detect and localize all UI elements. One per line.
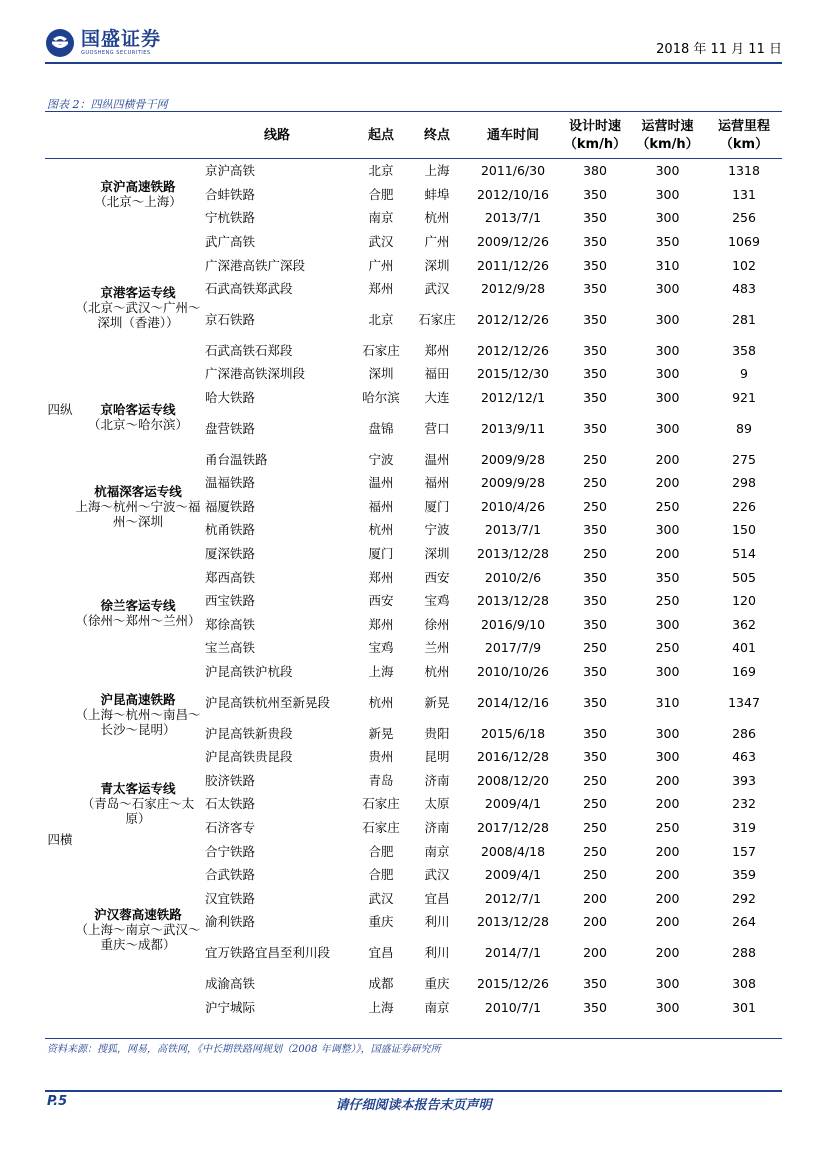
cell-end: 福田 bbox=[424, 366, 450, 382]
cell-operating-speed: 200 bbox=[655, 945, 680, 961]
cell-start: 石家庄 bbox=[362, 796, 400, 812]
cell-operating-speed: 200 bbox=[655, 890, 680, 906]
cell-open-date: 2014/12/16 bbox=[476, 694, 550, 710]
cell-operating-speed: 200 bbox=[655, 796, 680, 812]
group-route: （青岛～石家庄～太原） bbox=[81, 796, 195, 827]
cell-line: 石太铁路 bbox=[205, 796, 256, 812]
cell-end: 蚌埠 bbox=[424, 186, 450, 202]
source-divider bbox=[45, 1038, 782, 1039]
cell-line: 石武高铁石郑段 bbox=[205, 342, 293, 358]
cell-end: 厦门 bbox=[424, 498, 450, 514]
cell-operating-speed: 200 bbox=[655, 772, 680, 788]
cell-mileage: 131 bbox=[732, 186, 756, 202]
brand-name: 国盛证券 bbox=[81, 28, 162, 50]
cell-operating-speed: 300 bbox=[655, 281, 680, 297]
cell-start: 合肥 bbox=[368, 867, 394, 883]
table-row bbox=[45, 768, 782, 792]
cell-open-date: 2010/10/26 bbox=[476, 663, 550, 679]
cell-open-date: 2012/7/1 bbox=[484, 890, 542, 906]
page-header bbox=[45, 24, 782, 62]
cell-end: 济南 bbox=[424, 772, 450, 788]
cell-operating-speed: 300 bbox=[655, 975, 680, 991]
group-route: （徐州～郑州～兰州） bbox=[75, 612, 201, 628]
cell-end: 广州 bbox=[424, 234, 450, 250]
cell-end: 上海 bbox=[424, 163, 450, 179]
cell-end: 宝鸡 bbox=[424, 593, 450, 609]
cell-mileage: 1318 bbox=[728, 163, 760, 179]
col-end: 终点 bbox=[409, 113, 465, 159]
cell-operating-speed: 200 bbox=[655, 867, 680, 883]
cell-open-date: 2017/7/9 bbox=[484, 640, 542, 656]
cell-start: 贵州 bbox=[368, 749, 394, 765]
category-vertical: 四纵 bbox=[47, 401, 73, 417]
cell-end: 福州 bbox=[424, 475, 450, 491]
group-route: （上海～南京～武汉～重庆～成都） bbox=[75, 921, 201, 952]
group-hukun bbox=[75, 660, 201, 769]
cell-mileage: 150 bbox=[732, 522, 756, 538]
group-name: 京哈客运专线 bbox=[100, 401, 176, 417]
table-row bbox=[45, 447, 782, 471]
cell-mileage: 505 bbox=[732, 569, 756, 585]
cell-start: 上海 bbox=[368, 663, 394, 679]
cell-open-date: 2013/9/11 bbox=[480, 420, 546, 436]
cell-line: 甬台温铁路 bbox=[205, 451, 268, 467]
cell-line: 京石铁路 bbox=[205, 312, 256, 328]
cell-line: 石济客专 bbox=[205, 819, 256, 835]
cell-design-speed: 350 bbox=[583, 725, 607, 741]
cell-design-speed: 200 bbox=[583, 914, 607, 930]
cell-line: 合蚌铁路 bbox=[205, 186, 256, 202]
cell-design-speed: 200 bbox=[583, 945, 607, 961]
cell-end: 武汉 bbox=[424, 281, 450, 297]
cell-operating-speed: 300 bbox=[655, 312, 680, 328]
cell-mileage: 89 bbox=[736, 420, 752, 436]
cell-start: 盘锦 bbox=[368, 420, 394, 436]
cell-operating-speed: 300 bbox=[655, 999, 680, 1015]
cell-mileage: 393 bbox=[732, 772, 756, 788]
cell-mileage: 514 bbox=[732, 546, 756, 562]
cell-start: 广州 bbox=[368, 257, 394, 273]
footer-disclaimer: 请仔细阅读本报告末页声明 bbox=[335, 1098, 492, 1113]
figure-caption: 图表 2：四纵四横骨干网 bbox=[47, 98, 168, 111]
cell-line: 沪昆高铁贵昆段 bbox=[205, 749, 293, 765]
cell-start: 郑州 bbox=[368, 281, 394, 297]
cell-line: 西宝铁路 bbox=[205, 593, 256, 609]
cell-start: 北京 bbox=[368, 163, 394, 179]
col-start: 起点 bbox=[353, 113, 409, 159]
cell-mileage: 226 bbox=[732, 498, 756, 514]
col-mileage: 运营里程（km） bbox=[706, 113, 782, 159]
cell-design-speed: 350 bbox=[583, 975, 607, 991]
group-hangfushen bbox=[75, 447, 201, 565]
group-name: 青太客运专线 bbox=[100, 781, 176, 797]
cell-start: 郑州 bbox=[368, 569, 394, 585]
cell-line: 石武高铁郑武段 bbox=[205, 281, 293, 297]
cell-open-date: 2010/7/1 bbox=[484, 999, 542, 1015]
cell-open-date: 2009/9/28 bbox=[480, 475, 546, 491]
table-header-row bbox=[45, 113, 782, 159]
cell-open-date: 2014/7/1 bbox=[484, 945, 542, 961]
cell-operating-speed: 250 bbox=[655, 593, 680, 609]
cell-mileage: 921 bbox=[732, 390, 756, 406]
cell-design-speed: 350 bbox=[583, 281, 607, 297]
cell-start: 宜昌 bbox=[368, 945, 394, 961]
brand-logo bbox=[45, 24, 161, 62]
cell-design-speed: 350 bbox=[583, 694, 607, 710]
cell-open-date: 2009/12/26 bbox=[476, 234, 550, 250]
cell-open-date: 2013/7/1 bbox=[484, 522, 542, 538]
cell-start: 南京 bbox=[368, 210, 394, 226]
cell-end: 杭州 bbox=[424, 210, 450, 226]
group-name: 沪汉蓉高速铁路 bbox=[94, 906, 182, 922]
cell-operating-speed: 300 bbox=[655, 342, 680, 358]
cell-operating-speed: 300 bbox=[655, 522, 680, 538]
cell-start: 成都 bbox=[368, 975, 394, 991]
cell-open-date: 2011/6/30 bbox=[480, 163, 546, 179]
cell-line: 郑西高铁 bbox=[205, 569, 256, 585]
cell-line: 广深港高铁深圳段 bbox=[205, 366, 306, 382]
col-operating-speed: 运营时速（km/h） bbox=[629, 113, 706, 159]
cell-end: 深圳 bbox=[424, 257, 450, 273]
cell-operating-speed: 250 bbox=[655, 640, 680, 656]
cell-open-date: 2015/12/30 bbox=[476, 366, 550, 382]
cell-mileage: 298 bbox=[732, 475, 756, 491]
category-horizontal: 四横 bbox=[47, 831, 73, 847]
cell-end: 营口 bbox=[424, 420, 450, 436]
cell-mileage: 308 bbox=[732, 975, 756, 991]
cell-open-date: 2013/12/28 bbox=[476, 546, 550, 562]
cell-operating-speed: 200 bbox=[655, 451, 680, 467]
cell-line: 宁杭铁路 bbox=[205, 210, 256, 226]
cell-mileage: 264 bbox=[732, 914, 756, 930]
source-note: 资料来源：搜狐，网易，高铁网，《中长期铁路网规划（2008 年调整）》，国盛证券研究所 bbox=[47, 1044, 441, 1055]
cell-open-date: 2012/12/26 bbox=[476, 342, 550, 358]
cell-open-date: 2016/12/28 bbox=[476, 749, 550, 765]
cell-design-speed: 350 bbox=[583, 390, 607, 406]
cell-mileage: 319 bbox=[732, 819, 756, 835]
cell-operating-speed: 310 bbox=[655, 257, 680, 273]
cell-design-speed: 350 bbox=[583, 663, 607, 679]
cell-open-date: 2009/4/1 bbox=[484, 796, 542, 812]
cell-design-speed: 350 bbox=[583, 257, 607, 273]
cell-operating-speed: 200 bbox=[655, 843, 680, 859]
cell-line: 盘营铁路 bbox=[205, 420, 256, 436]
report-date: 2018 年 11 月 11 日 bbox=[656, 42, 782, 57]
cell-line: 沪宁城际 bbox=[205, 999, 256, 1015]
cell-open-date: 2016/9/10 bbox=[480, 616, 546, 632]
cell-design-speed: 200 bbox=[583, 890, 607, 906]
cell-open-date: 2009/4/1 bbox=[484, 867, 542, 883]
cell-end: 昆明 bbox=[424, 749, 450, 765]
cell-start: 杭州 bbox=[368, 694, 394, 710]
cell-mileage: 483 bbox=[732, 281, 756, 297]
cell-open-date: 2008/12/20 bbox=[476, 772, 550, 788]
cell-design-speed: 250 bbox=[583, 640, 607, 656]
cell-design-speed: 250 bbox=[583, 867, 607, 883]
cell-mileage: 359 bbox=[732, 867, 756, 883]
cell-start: 宁波 bbox=[368, 451, 394, 467]
cell-design-speed: 250 bbox=[583, 475, 607, 491]
cell-mileage: 1347 bbox=[728, 694, 760, 710]
cell-line: 胶济铁路 bbox=[205, 772, 256, 788]
cell-open-date: 2012/10/16 bbox=[476, 186, 550, 202]
table-row bbox=[45, 159, 782, 183]
col-open-date: 通车时间 bbox=[465, 113, 561, 159]
cell-line: 沪昆高铁杭州至新晃段 bbox=[205, 694, 331, 710]
cell-end: 利川 bbox=[424, 914, 450, 930]
cell-design-speed: 350 bbox=[583, 749, 607, 765]
cell-end: 杭州 bbox=[424, 663, 450, 679]
cell-operating-speed: 300 bbox=[655, 725, 680, 741]
cell-line: 武广高铁 bbox=[205, 234, 256, 250]
cell-line: 合宁铁路 bbox=[205, 843, 256, 859]
cell-line: 杭甬铁路 bbox=[205, 522, 256, 538]
cell-operating-speed: 300 bbox=[655, 186, 680, 202]
cell-mileage: 102 bbox=[732, 257, 756, 273]
cell-design-speed: 250 bbox=[583, 819, 607, 835]
cell-start: 青岛 bbox=[368, 772, 394, 788]
cell-design-speed: 250 bbox=[583, 843, 607, 859]
cell-open-date: 2008/4/18 bbox=[480, 843, 546, 859]
cell-operating-speed: 310 bbox=[655, 694, 680, 710]
cell-design-speed: 350 bbox=[583, 312, 607, 328]
cell-design-speed: 350 bbox=[583, 234, 607, 250]
table-row bbox=[45, 565, 782, 589]
cell-operating-speed: 350 bbox=[655, 234, 680, 250]
cell-open-date: 2013/12/28 bbox=[476, 914, 550, 930]
cell-design-speed: 350 bbox=[583, 569, 607, 585]
group-route: （北京～上海） bbox=[94, 194, 182, 210]
cell-design-speed: 350 bbox=[583, 210, 607, 226]
cell-open-date: 2017/12/28 bbox=[476, 819, 550, 835]
cell-line: 广深港高铁广深段 bbox=[205, 257, 306, 273]
cell-mileage: 120 bbox=[732, 593, 756, 609]
cell-start: 上海 bbox=[368, 999, 394, 1015]
cell-start: 哈尔滨 bbox=[362, 390, 400, 406]
group-hurong bbox=[75, 839, 201, 1019]
cell-mileage: 301 bbox=[732, 999, 756, 1015]
cell-mileage: 358 bbox=[732, 342, 756, 358]
cell-end: 太原 bbox=[424, 796, 450, 812]
cell-start: 合肥 bbox=[368, 843, 394, 859]
cell-mileage: 401 bbox=[732, 640, 756, 656]
cell-operating-speed: 300 bbox=[655, 210, 680, 226]
table-body bbox=[45, 159, 782, 1019]
cell-line: 厦深铁路 bbox=[205, 546, 256, 562]
group-route: （北京～武汉～广州～深圳（香港）） bbox=[75, 300, 201, 331]
cell-mileage: 169 bbox=[732, 663, 756, 679]
cell-design-speed: 350 bbox=[583, 616, 607, 632]
cell-mileage: 286 bbox=[732, 725, 756, 741]
cell-open-date: 2015/6/18 bbox=[480, 725, 546, 741]
cell-line: 郑徐高铁 bbox=[205, 616, 256, 632]
cell-start: 合肥 bbox=[368, 186, 394, 202]
cell-end: 宁波 bbox=[424, 522, 450, 538]
cell-open-date: 2015/12/26 bbox=[476, 975, 550, 991]
cell-design-speed: 250 bbox=[583, 546, 607, 562]
cell-operating-speed: 300 bbox=[655, 663, 680, 679]
cell-open-date: 2010/4/26 bbox=[480, 498, 546, 514]
cell-end: 郑州 bbox=[424, 342, 450, 358]
cell-operating-speed: 300 bbox=[655, 749, 680, 765]
cell-start: 福州 bbox=[368, 498, 394, 514]
cell-line: 哈大铁路 bbox=[205, 390, 256, 406]
cell-start: 石家庄 bbox=[362, 819, 400, 835]
cell-design-speed: 350 bbox=[583, 522, 607, 538]
header-divider bbox=[45, 62, 782, 64]
cell-operating-speed: 200 bbox=[655, 914, 680, 930]
group-route: （上海～杭州～南昌～长沙～昆明） bbox=[75, 706, 201, 737]
group-jinghu bbox=[75, 159, 201, 230]
group-route: （北京～哈尔滨） bbox=[87, 416, 188, 432]
table-row bbox=[45, 386, 782, 410]
brand-name-en: GUOSHENG SECURITIES bbox=[81, 50, 151, 56]
cell-line: 宜万铁路宜昌至利川段 bbox=[205, 945, 331, 961]
cell-end: 南京 bbox=[424, 999, 450, 1015]
table-row bbox=[45, 839, 782, 863]
cell-operating-speed: 250 bbox=[655, 498, 680, 514]
cell-start: 郑州 bbox=[368, 616, 394, 632]
cell-mileage: 281 bbox=[732, 312, 756, 328]
cell-end: 南京 bbox=[424, 843, 450, 859]
cell-mileage: 463 bbox=[732, 749, 756, 765]
cell-mileage: 362 bbox=[732, 616, 756, 632]
cell-mileage: 1069 bbox=[728, 234, 760, 250]
group-jinggang bbox=[75, 230, 201, 386]
cell-end: 重庆 bbox=[424, 975, 450, 991]
cell-line: 合武铁路 bbox=[205, 867, 256, 883]
cell-design-speed: 350 bbox=[583, 366, 607, 382]
group-name: 徐兰客运专线 bbox=[100, 597, 176, 613]
cell-start: 西安 bbox=[368, 593, 394, 609]
cell-start: 武汉 bbox=[368, 234, 394, 250]
cell-end: 西安 bbox=[424, 569, 450, 585]
cell-mileage: 9 bbox=[740, 366, 748, 382]
cell-design-speed: 350 bbox=[583, 420, 607, 436]
cell-operating-speed: 250 bbox=[655, 819, 680, 835]
cell-end: 新晃 bbox=[424, 694, 450, 710]
group-name: 杭福深客运专线 bbox=[94, 483, 182, 499]
cell-mileage: 288 bbox=[732, 945, 756, 961]
cell-operating-speed: 200 bbox=[655, 546, 680, 562]
cell-open-date: 2012/9/28 bbox=[480, 281, 546, 297]
group-name: 沪昆高速铁路 bbox=[100, 691, 176, 707]
col-design-speed: 设计时速（km/h） bbox=[561, 113, 629, 159]
cell-start: 杭州 bbox=[368, 522, 394, 538]
cell-start: 宝鸡 bbox=[368, 640, 394, 656]
group-qingtai bbox=[75, 768, 201, 839]
footer-divider bbox=[45, 1090, 782, 1092]
cell-start: 北京 bbox=[368, 312, 394, 328]
cell-open-date: 2012/12/1 bbox=[480, 390, 546, 406]
cell-line: 汉宜铁路 bbox=[205, 890, 256, 906]
group-name: 京沪高速铁路 bbox=[100, 179, 176, 195]
group-route: 上海～杭州～宁波～福州～深圳 bbox=[75, 498, 201, 529]
cell-end: 徐州 bbox=[424, 616, 450, 632]
cell-operating-speed: 300 bbox=[655, 616, 680, 632]
cell-end: 武汉 bbox=[424, 867, 450, 883]
cell-mileage: 275 bbox=[732, 451, 756, 467]
cell-design-speed: 350 bbox=[583, 593, 607, 609]
cell-open-date: 2011/12/26 bbox=[476, 257, 550, 273]
cell-line: 温福铁路 bbox=[205, 475, 256, 491]
group-jingha bbox=[75, 386, 201, 448]
cell-end: 贵阳 bbox=[424, 725, 450, 741]
cell-line: 沪昆高铁新贵段 bbox=[205, 725, 293, 741]
cell-operating-speed: 300 bbox=[655, 163, 680, 179]
cell-open-date: 2012/12/26 bbox=[476, 312, 550, 328]
cell-end: 深圳 bbox=[424, 546, 450, 562]
cell-start: 厦门 bbox=[368, 546, 394, 562]
cell-line: 京沪高铁 bbox=[205, 163, 256, 179]
cell-start: 石家庄 bbox=[362, 342, 400, 358]
col-line: 线路 bbox=[201, 113, 353, 159]
cell-design-speed: 250 bbox=[583, 772, 607, 788]
group-xulan bbox=[75, 565, 201, 659]
cell-operating-speed: 200 bbox=[655, 475, 680, 491]
cell-end: 济南 bbox=[424, 819, 450, 835]
cell-end: 大连 bbox=[424, 390, 450, 406]
page-number: P.5 bbox=[47, 1094, 68, 1109]
cell-design-speed: 380 bbox=[583, 163, 607, 179]
cell-line: 宝兰高铁 bbox=[205, 640, 256, 656]
cell-line: 成渝高铁 bbox=[205, 975, 256, 991]
cell-end: 宜昌 bbox=[424, 890, 450, 906]
table-row bbox=[45, 230, 782, 254]
cell-start: 武汉 bbox=[368, 890, 394, 906]
cell-design-speed: 250 bbox=[583, 498, 607, 514]
cell-mileage: 157 bbox=[732, 843, 756, 859]
cell-open-date: 2013/12/28 bbox=[476, 593, 550, 609]
cell-line: 渝利铁路 bbox=[205, 914, 256, 930]
cell-start: 温州 bbox=[368, 475, 394, 491]
cell-operating-speed: 300 bbox=[655, 420, 680, 436]
railway-table bbox=[45, 113, 782, 1019]
cell-end: 温州 bbox=[424, 451, 450, 467]
cell-design-speed: 350 bbox=[583, 342, 607, 358]
cell-line: 沪昆高铁沪杭段 bbox=[205, 663, 293, 679]
cell-start: 重庆 bbox=[368, 914, 394, 930]
cell-design-speed: 350 bbox=[583, 186, 607, 202]
table-row bbox=[45, 660, 782, 684]
cell-end: 利川 bbox=[424, 945, 450, 961]
cell-open-date: 2013/7/1 bbox=[484, 210, 542, 226]
cell-end: 兰州 bbox=[424, 640, 450, 656]
cell-design-speed: 250 bbox=[583, 796, 607, 812]
cell-operating-speed: 300 bbox=[655, 390, 680, 406]
cell-start: 深圳 bbox=[368, 366, 394, 382]
cell-line: 福厦铁路 bbox=[205, 498, 256, 514]
cell-design-speed: 250 bbox=[583, 451, 607, 467]
cell-operating-speed: 300 bbox=[655, 366, 680, 382]
cell-open-date: 2009/9/28 bbox=[480, 451, 546, 467]
cell-mileage: 292 bbox=[732, 890, 756, 906]
cell-operating-speed: 350 bbox=[655, 569, 680, 585]
group-name: 京港客运专线 bbox=[100, 285, 176, 301]
cell-open-date: 2010/2/6 bbox=[484, 569, 542, 585]
brand-logo-icon bbox=[45, 28, 75, 58]
cell-mileage: 256 bbox=[732, 210, 756, 226]
cell-mileage: 232 bbox=[732, 796, 756, 812]
cell-design-speed: 350 bbox=[583, 999, 607, 1015]
cell-end: 石家庄 bbox=[418, 312, 456, 328]
cell-start: 新晃 bbox=[368, 725, 394, 741]
caption-divider bbox=[45, 111, 782, 112]
